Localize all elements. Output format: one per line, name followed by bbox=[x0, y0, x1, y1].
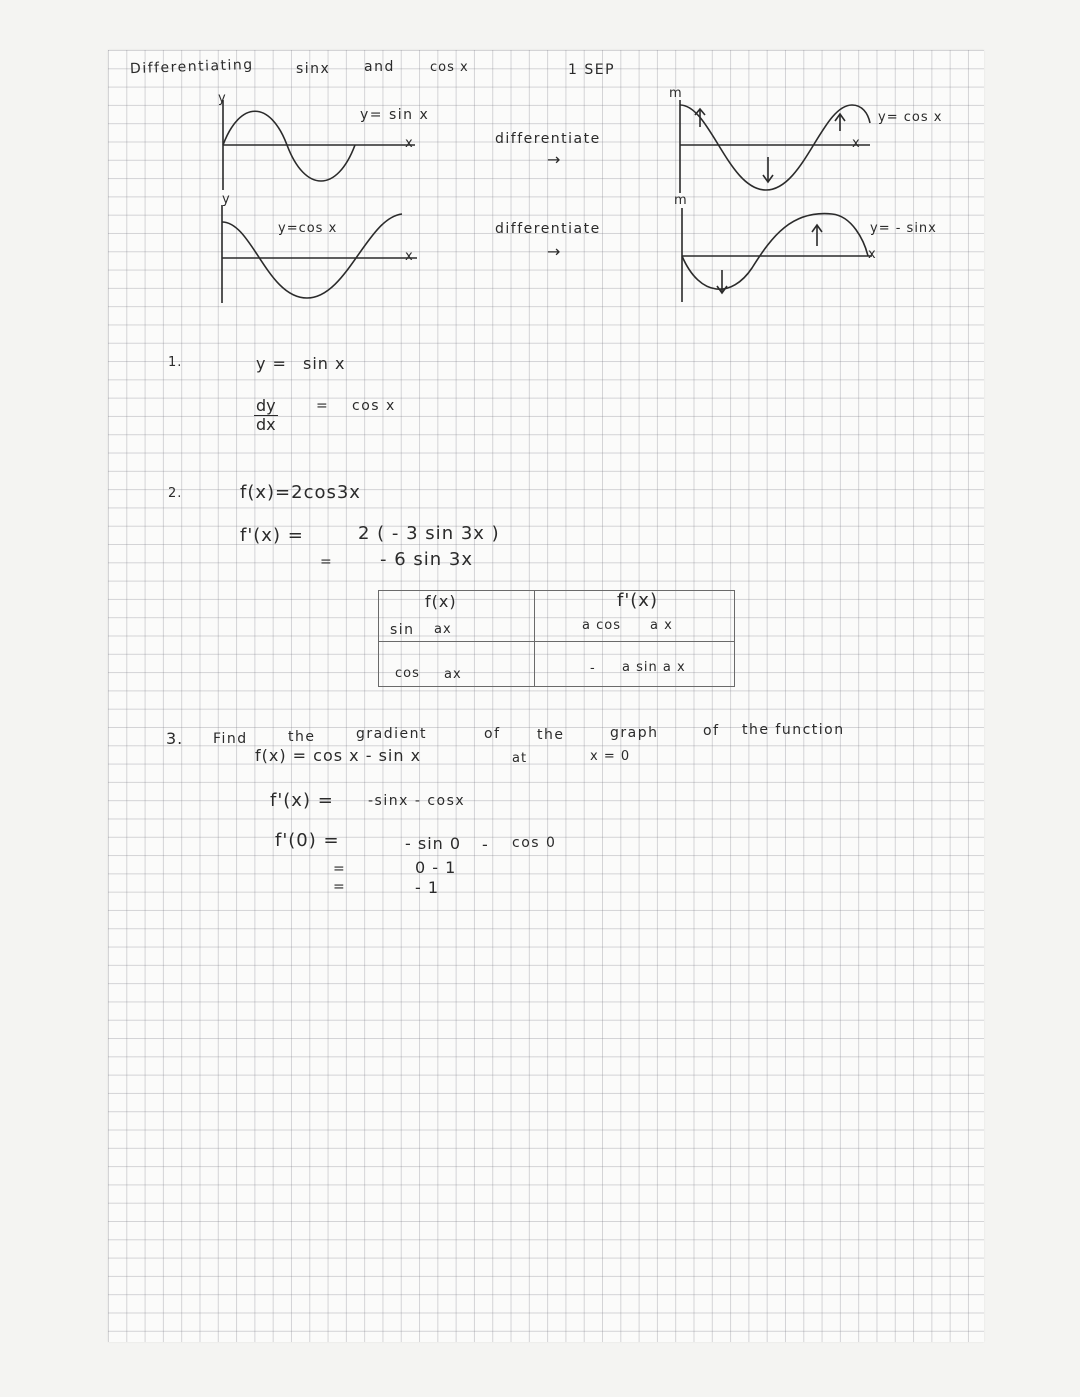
differentiate-arrow-1: → bbox=[547, 150, 562, 169]
table-row-1-right-a: a cos bbox=[582, 618, 621, 633]
example-3-word-the-2: the bbox=[537, 727, 565, 743]
differentiate-arrow-2: → bbox=[547, 242, 562, 261]
table-header-fpx: f'(x) bbox=[617, 590, 658, 611]
example-2-step-2: - 6 sin 3x bbox=[380, 549, 474, 570]
derivative-denominator: dx bbox=[256, 415, 276, 434]
cos-graph-label: y=cos x bbox=[278, 221, 338, 236]
example-3-number: 3. bbox=[166, 729, 184, 748]
example-3-word-of-2: of bbox=[703, 723, 720, 739]
differentiate-label-1: differentiate bbox=[495, 131, 601, 147]
neg-sin-graph-label: y= - sinx bbox=[870, 221, 937, 236]
example-3-word-of: of bbox=[484, 726, 501, 742]
example-3-word-the-function: the function bbox=[742, 722, 845, 738]
example-1-lhs: y = bbox=[256, 354, 287, 373]
cos-graph bbox=[212, 200, 432, 310]
title-word-cosx: cos x bbox=[430, 60, 469, 75]
example-3-derivative-at-zero-lhs: f'(0) = bbox=[275, 830, 340, 851]
table-row-2-left-a: cos bbox=[395, 666, 420, 681]
table-row-2-right-a: - bbox=[590, 661, 596, 676]
example-3-word-gradient: gradient bbox=[356, 726, 427, 742]
cos-graph-y-axis-label: y bbox=[222, 192, 231, 207]
cos-result-graph-label: y= cos x bbox=[878, 110, 943, 125]
neg-sin-graph bbox=[672, 200, 892, 310]
table-row-2-right-b: a sin a x bbox=[622, 660, 686, 675]
title-date: 1 SEP bbox=[568, 62, 616, 78]
example-1-number: 1. bbox=[168, 355, 183, 370]
table-row-1-left-a: sin bbox=[390, 622, 415, 638]
example-3-word-graph: graph bbox=[610, 725, 659, 741]
derivative-numerator: dy bbox=[256, 396, 276, 415]
cos-result-graph-m-axis-label: m bbox=[669, 86, 683, 101]
table-row-1-right-b: a x bbox=[650, 618, 673, 633]
example-2-number: 2. bbox=[168, 486, 183, 501]
neg-sin-graph-m-axis-label: m bbox=[674, 193, 688, 208]
example-3-word-the: the bbox=[288, 729, 316, 745]
sin-graph-y-axis-label: y bbox=[218, 91, 227, 106]
table-divider-vertical bbox=[534, 591, 535, 686]
cos-result-graph-x-axis-label: x bbox=[852, 136, 861, 151]
cos-result-graph bbox=[670, 95, 900, 195]
title-word-differentiating: Differentiating bbox=[129, 56, 254, 78]
example-2-function: f(x)=2cos3x bbox=[240, 482, 361, 503]
example-3-derivative-at-zero-term-2: cos 0 bbox=[512, 835, 557, 851]
example-3-word-find: Find bbox=[213, 731, 248, 747]
example-1-rhs: sin x bbox=[303, 354, 346, 373]
example-3-at-value: x = 0 bbox=[590, 749, 631, 764]
example-3-derivative-lhs: f'(x) = bbox=[270, 790, 334, 811]
title-word-and: and bbox=[364, 59, 395, 75]
example-3-equals-a: = bbox=[333, 861, 347, 877]
example-2-step-1: 2 ( - 3 sin 3x ) bbox=[358, 523, 500, 544]
example-3-derivative-rhs: -sinx - cosx bbox=[368, 793, 466, 809]
example-1-derivative-fraction bbox=[254, 398, 278, 433]
example-2-derivative-lhs: f'(x) = bbox=[240, 525, 304, 546]
differentiate-label-2: differentiate bbox=[495, 221, 601, 237]
example-3-function: f(x) = cos x - sin x bbox=[255, 746, 422, 765]
sin-graph-x-axis-label: x bbox=[405, 136, 414, 151]
example-3-derivative-at-zero-term-1: - sin 0 bbox=[405, 834, 462, 853]
sin-graph bbox=[215, 95, 425, 195]
table-divider-horizontal bbox=[379, 641, 734, 642]
example-3-derivative-at-zero-minus: - bbox=[482, 835, 489, 854]
table-header-fx: f(x) bbox=[425, 592, 457, 611]
title-word-sinx: sinx bbox=[296, 61, 331, 77]
example-1-derivative-result: cos x bbox=[352, 398, 396, 414]
example-3-step-a: 0 - 1 bbox=[415, 858, 457, 877]
example-1-equals: = bbox=[316, 398, 330, 414]
example-2-equals-2: = bbox=[320, 554, 334, 570]
cos-graph-x-axis-label: x bbox=[405, 249, 414, 264]
table-row-1-left-b: ax bbox=[434, 622, 452, 637]
table-row-2-left-b: ax bbox=[444, 667, 462, 682]
example-3-step-b: - 1 bbox=[415, 878, 440, 897]
example-3-word-at: at bbox=[512, 751, 528, 766]
sin-graph-label: y= sin x bbox=[360, 107, 430, 123]
neg-sin-graph-x-axis-label: x bbox=[868, 247, 877, 262]
example-3-equals-b: = bbox=[333, 879, 347, 895]
